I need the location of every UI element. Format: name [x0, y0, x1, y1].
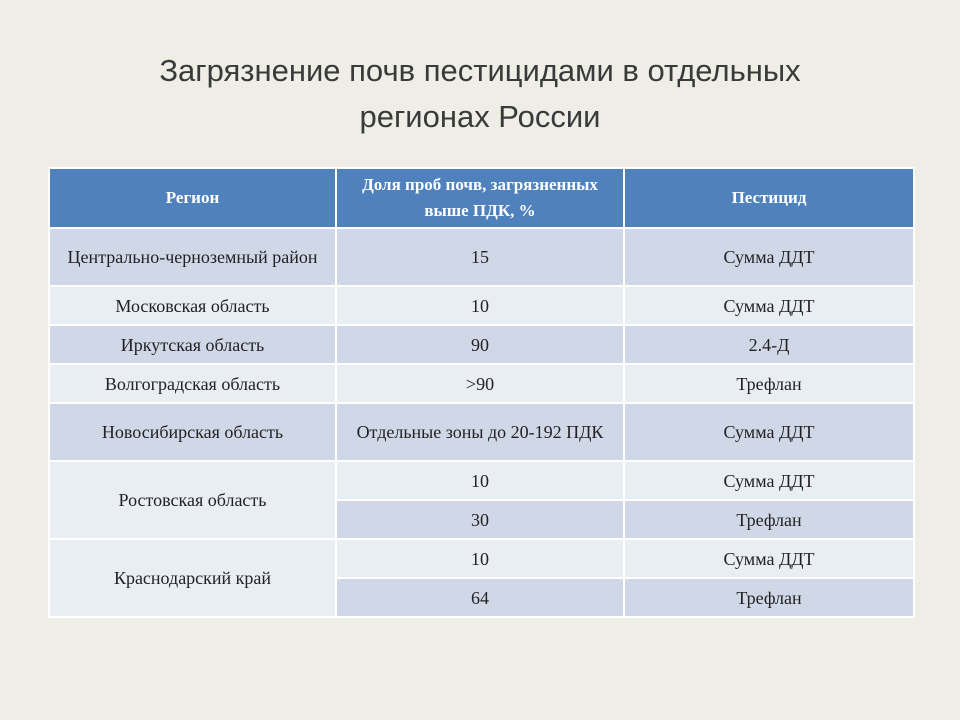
cell-share: Отдельные зоны до 20-192 ПДК	[336, 403, 624, 461]
table-header-row	[49, 168, 914, 228]
table-row	[49, 228, 914, 286]
cell-pesticide: Трефлан	[624, 500, 914, 539]
header-pesticide: Пестицид	[624, 168, 914, 228]
cell-share: 90	[336, 325, 624, 364]
cell-region: Иркутская область	[49, 325, 336, 364]
cell-pesticide: Трефлан	[624, 578, 914, 617]
cell-pesticide: Сумма ДДТ	[624, 539, 914, 578]
slide-title	[60, 48, 900, 140]
cell-pesticide: Сумма ДДТ	[624, 461, 914, 500]
table-row	[49, 461, 914, 500]
cell-share: 30	[336, 500, 624, 539]
cell-share: 10	[336, 286, 624, 325]
cell-share: 10	[336, 461, 624, 500]
cell-region: Краснодарский край	[49, 539, 336, 617]
cell-region: Московская область	[49, 286, 336, 325]
cell-region: Центрально-черноземный район	[49, 228, 336, 286]
pesticide-table	[48, 167, 915, 618]
header-region: Регион	[49, 168, 336, 228]
cell-region: Волгоградская область	[49, 364, 336, 403]
table-row	[49, 539, 914, 578]
cell-pesticide: Сумма ДДТ	[624, 228, 914, 286]
cell-pesticide: Трефлан	[624, 364, 914, 403]
table-row	[49, 286, 914, 325]
cell-region: Новосибирская область	[49, 403, 336, 461]
header-share: Доля проб почв, загрязненных выше ПДК, %	[336, 168, 624, 228]
table-row	[49, 364, 914, 403]
cell-share: 15	[336, 228, 624, 286]
slide-title-line-1: Загрязнение почв пестицидами в отдельных	[159, 53, 801, 88]
cell-pesticide: 2.4-Д	[624, 325, 914, 364]
cell-pesticide: Сумма ДДТ	[624, 286, 914, 325]
cell-share: 10	[336, 539, 624, 578]
cell-share: 64	[336, 578, 624, 617]
table-row	[49, 325, 914, 364]
cell-share: >90	[336, 364, 624, 403]
slide-title-line-2: регионах России	[359, 99, 601, 134]
cell-pesticide: Сумма ДДТ	[624, 403, 914, 461]
table-row	[49, 403, 914, 461]
cell-region: Ростовская область	[49, 461, 336, 539]
